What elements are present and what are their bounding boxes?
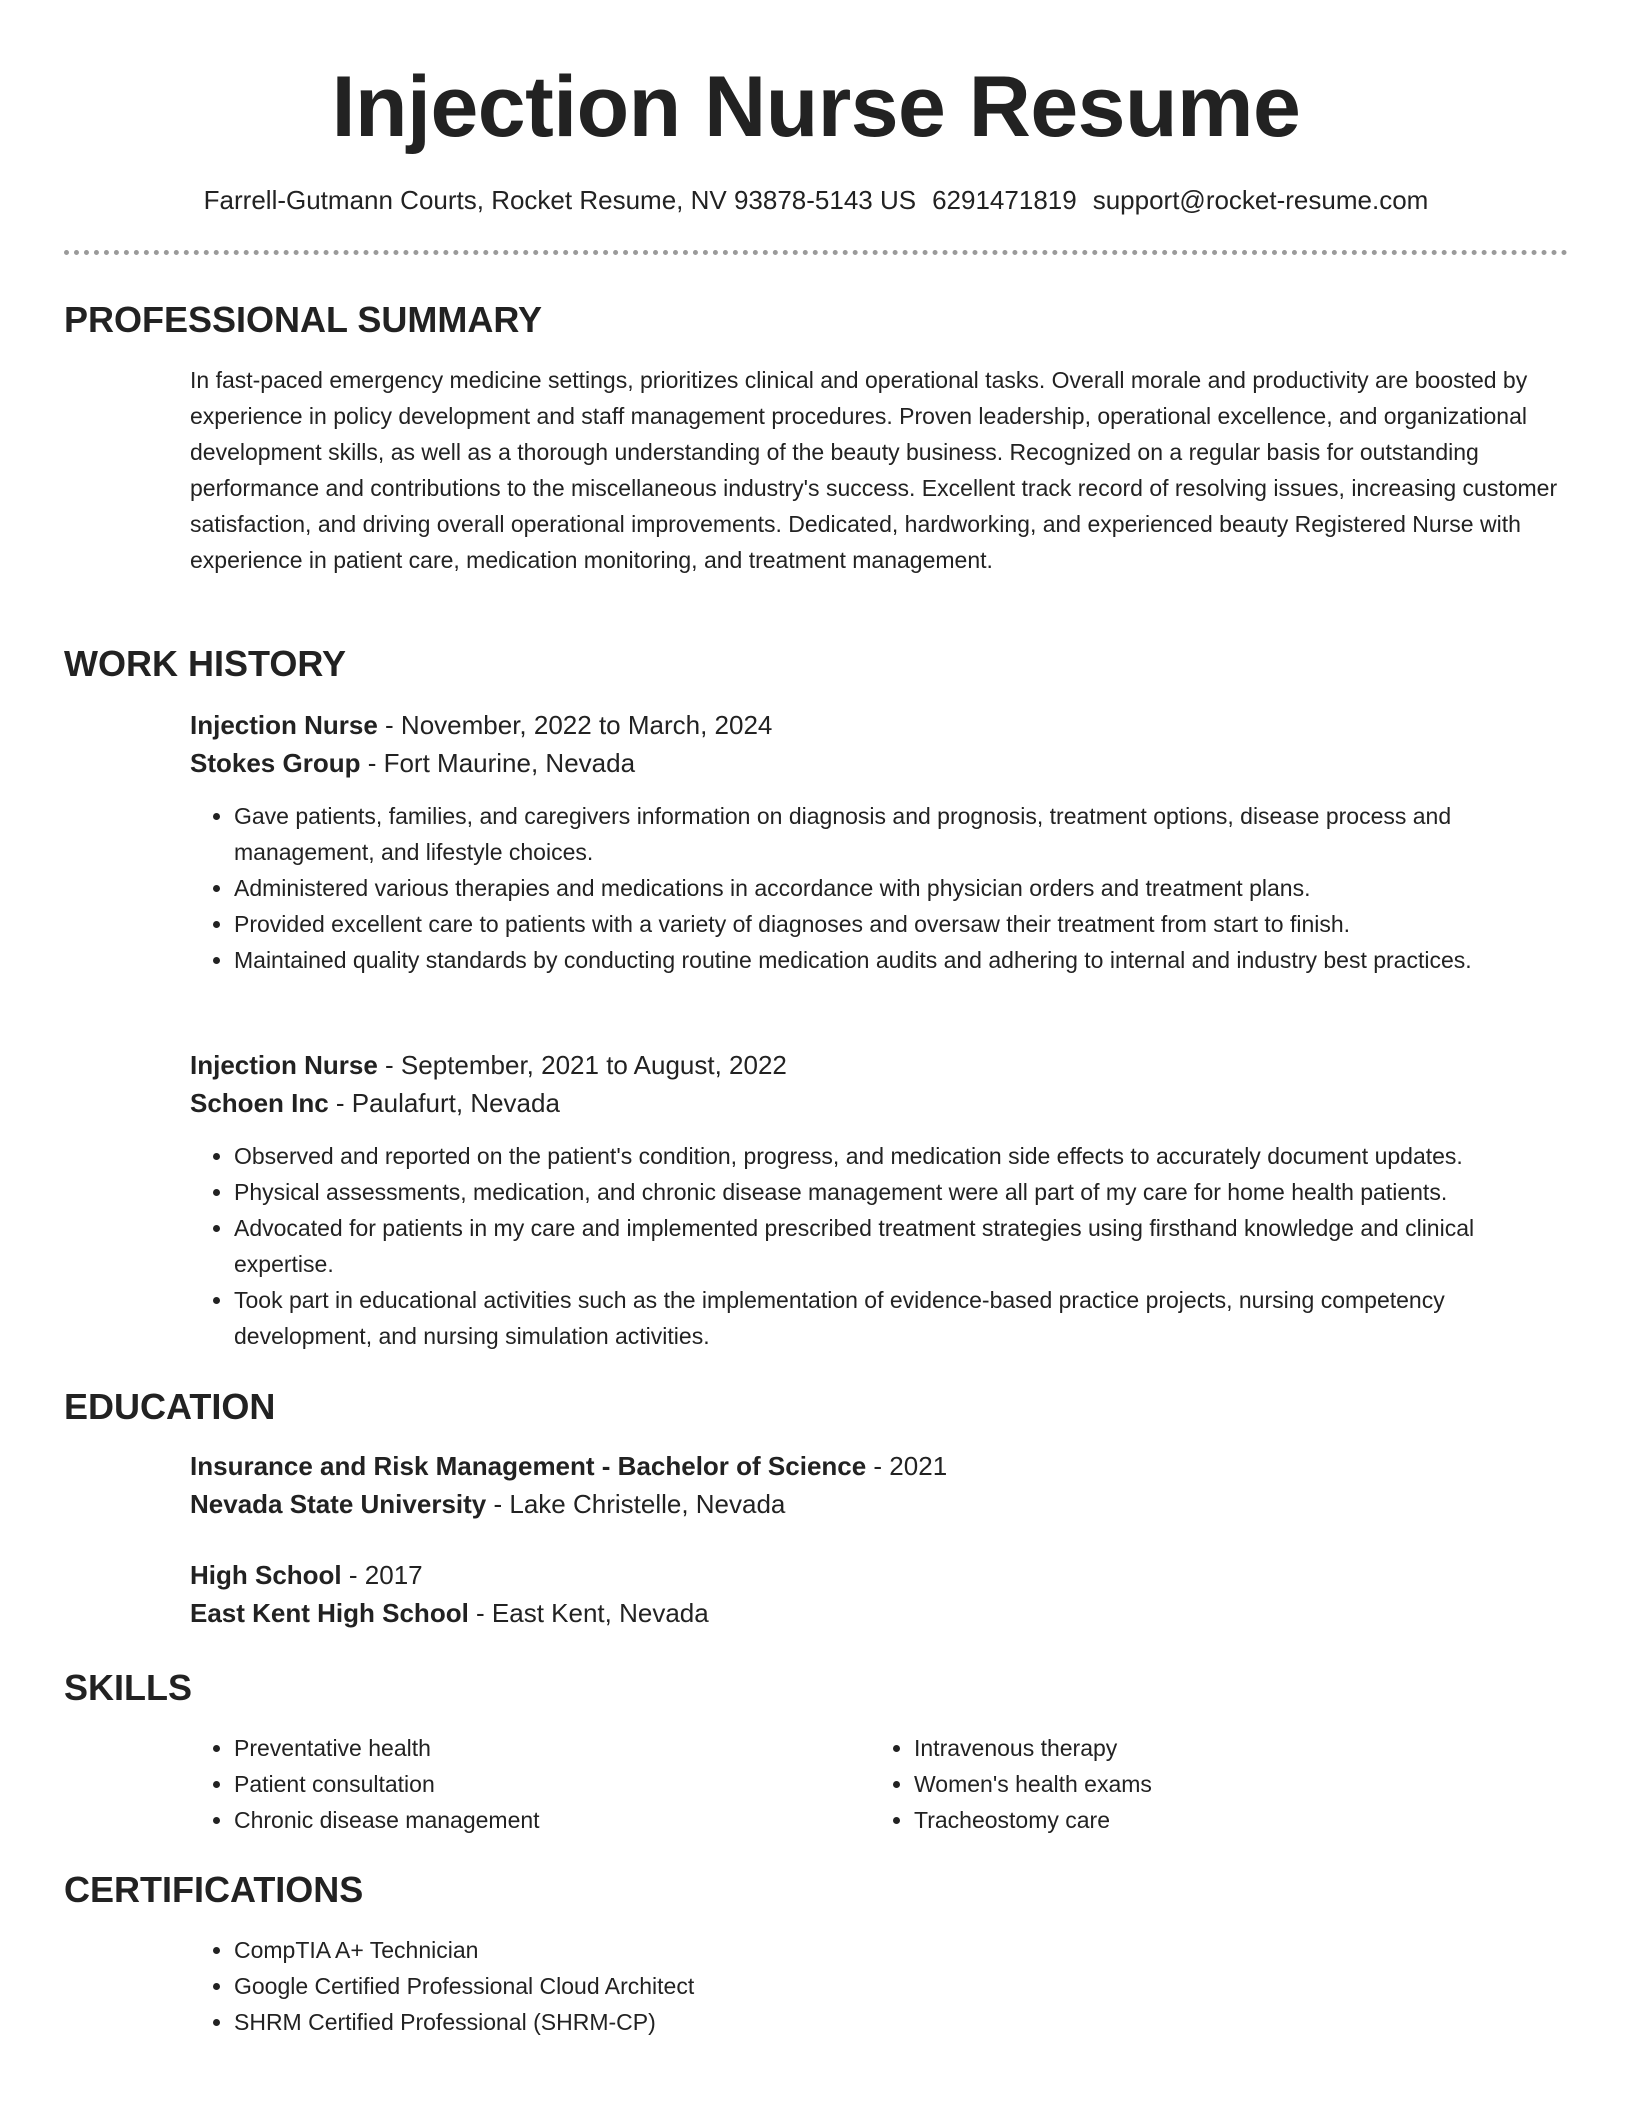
contact-email: support@rocket-resume.com	[1092, 185, 1429, 215]
skills-list	[870, 1730, 1510, 1838]
education-entry	[190, 1556, 1568, 1632]
work-history-heading: WORK HISTORY	[64, 643, 347, 684]
certification-item: • SHRM Certified Professional (SHRM-CP)	[234, 2004, 1568, 2040]
contact-phone: 6291471819	[932, 185, 1077, 215]
summary-text: In fast-paced emergency medicine settings, prioritizes clinical and operational tasks. Overall morale and productivity are boosted by experience in policy development and staff management procedures. Proven leadership, operational excellence, and organizational development skills, as well as a thorough understanding of the beauty business. Recognized on a regular basis for outstanding performance and contributions to the miscellaneous industry's success. Excellent track record of resolving issues, increasing customer satisfaction, and driving overall operational improvements. Dedicated, hardworking, and experienced beauty Registered Nurse with experience in patient care, medication monitoring, and treatment management.	[190, 367, 1558, 573]
job-title-line	[190, 706, 1568, 744]
job-duties	[190, 798, 1568, 978]
summary-heading: PROFESSIONAL SUMMARY	[64, 299, 543, 340]
job-company: Schoen Inc	[190, 1088, 329, 1118]
education-school-line	[190, 1594, 1568, 1632]
job-duty: • Physical assessments, medication, and chronic disease management were all part of my care for home health patients.	[234, 1174, 1568, 1210]
education-entry	[190, 1447, 1568, 1523]
job-title: Injection Nurse	[190, 710, 378, 740]
education-school-line	[190, 1485, 1568, 1523]
certification-item: • Google Certified Professional Cloud Architect	[234, 1968, 1568, 2004]
education-location: - East Kent, Nevada	[468, 1598, 709, 1628]
certification-item: • CompTIA A+ Technician	[234, 1932, 1568, 1968]
education-school: Nevada State University	[190, 1489, 487, 1519]
skill-item: • Preventative health	[234, 1730, 830, 1766]
skills-list	[190, 1730, 830, 1838]
contact-line	[64, 182, 1568, 218]
skill-item: • Chronic disease management	[234, 1802, 830, 1838]
education-degree-line	[190, 1556, 1568, 1594]
skills-column-right	[870, 1730, 1510, 1838]
education-degree: High School	[190, 1560, 342, 1590]
skill-item: • Women's health exams	[914, 1766, 1510, 1802]
skills-column-left	[190, 1730, 830, 1838]
contact-address: Farrell-Gutmann Courts, Rocket Resume, NV 93878-5143 US	[203, 185, 917, 215]
job-duty: • Maintained quality standards by conducting routine medication audits and adhering to internal and industry best practices.	[234, 942, 1568, 978]
job-duty: • Observed and reported on the patient's condition, progress, and medication side effects to accurately document updates.	[234, 1138, 1568, 1174]
education-year: - 2017	[341, 1560, 423, 1590]
job-duty: • Gave patients, families, and caregivers information on diagnosis and prognosis, treatment options, disease process and management, and lifestyle choices.	[234, 798, 1568, 870]
education-heading: EDUCATION	[64, 1386, 276, 1427]
job-company-line	[190, 744, 1568, 782]
job-entry	[190, 1046, 1568, 1354]
skill-item: • Intravenous therapy	[914, 1730, 1510, 1766]
job-location: - Paulafurt, Nevada	[328, 1088, 560, 1118]
certifications-list	[190, 1932, 1568, 2040]
resume-title: Injection Nurse Resume	[331, 59, 1301, 155]
certifications-block	[190, 1932, 1568, 2040]
certifications-heading: CERTIFICATIONS	[64, 1869, 364, 1910]
job-location: - Fort Maurine, Nevada	[360, 748, 636, 778]
job-dates: - November, 2022 to March, 2024	[377, 710, 773, 740]
job-duty: • Advocated for patients in my care and implemented prescribed treatment strategies using firsthand knowledge and clinical expertise.	[234, 1210, 1568, 1282]
education-year: - 2021	[866, 1451, 948, 1481]
job-company-line	[190, 1084, 1568, 1122]
skill-item: • Patient consultation	[234, 1766, 830, 1802]
job-duty: • Administered various therapies and medications in accordance with physician orders and treatment plans.	[234, 870, 1568, 906]
education-location: - Lake Christelle, Nevada	[486, 1489, 786, 1519]
education-degree: Insurance and Risk Management - Bachelor of Science	[190, 1451, 867, 1481]
skill-item: • Tracheostomy care	[914, 1802, 1510, 1838]
job-entry	[190, 706, 1568, 978]
job-company: Stokes Group	[190, 748, 361, 778]
job-title-line	[190, 1046, 1568, 1084]
education-school: East Kent High School	[190, 1598, 469, 1628]
job-duty: • Provided excellent care to patients with a variety of diagnoses and oversaw their treatment from start to finish.	[234, 906, 1568, 942]
skills-heading: SKILLS	[64, 1667, 193, 1708]
job-title: Injection Nurse	[190, 1050, 378, 1080]
job-dates: - September, 2021 to August, 2022	[377, 1050, 787, 1080]
header-divider	[64, 250, 1568, 255]
job-duty: • Took part in educational activities such as the implementation of evidence-based practice projects, nursing competency development, and nursing simulation activities.	[234, 1282, 1568, 1354]
job-duties	[190, 1138, 1568, 1354]
education-degree-line	[190, 1447, 1568, 1485]
